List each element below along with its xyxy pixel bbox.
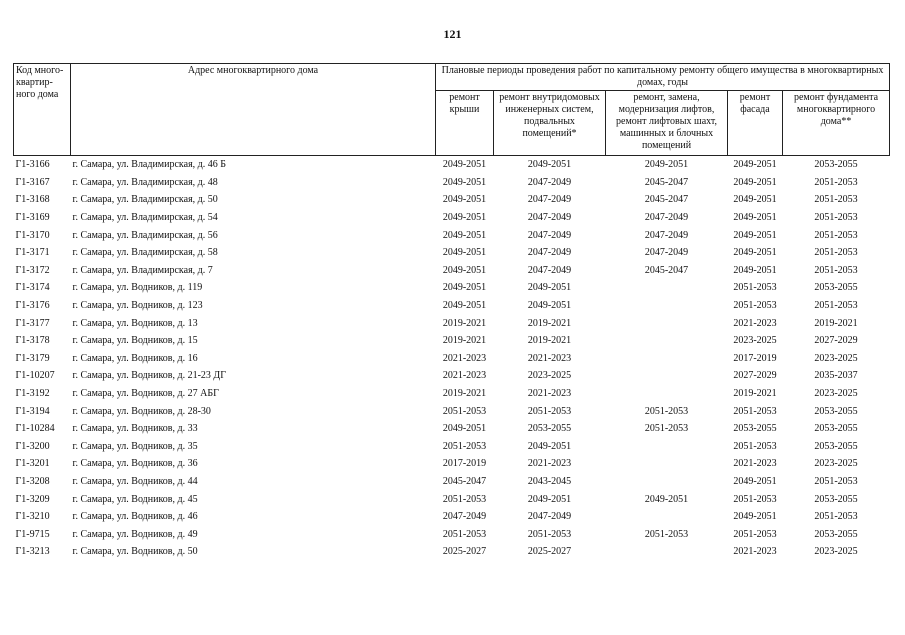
cell-address: г. Самара, ул. Водников, д. 46 bbox=[72, 511, 198, 523]
page-number: 121 bbox=[443, 27, 462, 41]
cell-code: Г1-3194 bbox=[15, 405, 50, 417]
cell-facade: 2049-2051 bbox=[733, 475, 777, 487]
cell-facade: 2017-2019 bbox=[733, 352, 777, 364]
cell-lifts bbox=[606, 438, 728, 456]
cell-address: г. Самара, ул. Водников, д. 33 bbox=[72, 423, 198, 435]
cell-code: Г1-3169 bbox=[15, 212, 50, 224]
cell-foundation: 2051-2053 bbox=[814, 511, 858, 523]
cell-code: Г1-3176 bbox=[15, 300, 50, 312]
cell-code: Г1-3177 bbox=[15, 317, 50, 329]
cell-address: г. Самара, ул. Водников, д. 123 bbox=[72, 300, 203, 312]
cell-code: Г1-3201 bbox=[15, 458, 50, 470]
cell-facade: 2049-2051 bbox=[733, 212, 777, 224]
cell-roof: 2045-2047 bbox=[442, 475, 487, 487]
table-row bbox=[14, 438, 890, 456]
cell-lifts: 2045-2047 bbox=[644, 176, 689, 188]
cell-facade: 2023-2025 bbox=[733, 335, 777, 347]
table-row bbox=[14, 350, 890, 368]
cell-facade: 2051-2053 bbox=[733, 300, 777, 312]
cell-facade: 2021-2023 bbox=[733, 546, 777, 558]
cell-code: Г1-3192 bbox=[15, 388, 50, 400]
cell-code: Г1-3209 bbox=[15, 493, 50, 505]
cell-address: г. Самара, ул. Владимирская, д. 7 bbox=[72, 264, 213, 276]
cell-roof: 2047-2049 bbox=[442, 511, 487, 523]
cell-foundation: 2051-2053 bbox=[814, 176, 858, 188]
cell-address: г. Самара, ул. Водников, д. 27 АБГ bbox=[72, 388, 219, 400]
header-periods: Плановые периоды проведения работ по капитальному ремонту общего имущества в многоквартирных домах, годы bbox=[436, 64, 890, 91]
cell-address: г. Самара, ул. Водников, д. 16 bbox=[72, 352, 198, 364]
cell-code: Г1-3208 bbox=[15, 475, 50, 487]
cell-systems: 2051-2053 bbox=[527, 405, 572, 417]
table-row bbox=[14, 420, 890, 438]
cell-lifts: 2051-2053 bbox=[644, 405, 689, 417]
cell-systems: 2019-2021 bbox=[527, 335, 572, 347]
cell-code: Г1-3168 bbox=[15, 194, 50, 206]
cell-systems: 2049-2051 bbox=[527, 440, 572, 452]
cell-foundation: 2051-2053 bbox=[814, 264, 858, 276]
header-systems: ремонт внутридомовых инженерных систем, подвальных помещений* bbox=[494, 91, 606, 156]
cell-code: Г1-3200 bbox=[15, 440, 50, 452]
table-row bbox=[14, 543, 890, 561]
cell-address: г. Самара, ул. Водников, д. 119 bbox=[72, 282, 203, 294]
cell-lifts: 2047-2049 bbox=[644, 229, 689, 241]
cell-address: г. Самара, ул. Владимирская, д. 50 bbox=[72, 194, 218, 206]
cell-systems: 2049-2051 bbox=[527, 159, 572, 171]
cell-code: Г1-10207 bbox=[15, 370, 55, 382]
cell-foundation: 2053-2055 bbox=[814, 159, 858, 171]
cell-facade: 2019-2021 bbox=[733, 388, 777, 400]
table-row bbox=[14, 156, 890, 174]
cell-address: г. Самара, ул. Водников, д. 36 bbox=[72, 458, 198, 470]
table-row bbox=[14, 209, 890, 227]
cell-lifts bbox=[606, 332, 728, 350]
cell-systems: 2047-2049 bbox=[527, 229, 572, 241]
cell-facade: 2027-2029 bbox=[733, 370, 777, 382]
table-row bbox=[14, 174, 890, 192]
cell-foundation: 2053-2055 bbox=[814, 493, 858, 505]
table-row bbox=[14, 385, 890, 403]
cell-address: г. Самара, ул. Водников, д. 15 bbox=[72, 335, 198, 347]
cell-address: г. Самара, ул. Водников, д. 35 bbox=[72, 440, 198, 452]
cell-lifts: 2045-2047 bbox=[644, 194, 689, 206]
cell-lifts bbox=[606, 367, 728, 385]
cell-roof: 2051-2053 bbox=[442, 493, 487, 505]
cell-lifts bbox=[606, 508, 728, 526]
cell-address: г. Самара, ул. Владимирская, д. 56 bbox=[72, 229, 218, 241]
cell-address: г. Самара, ул. Водников, д. 49 bbox=[72, 528, 198, 540]
cell-foundation: 2053-2055 bbox=[814, 528, 858, 540]
cell-lifts bbox=[606, 297, 728, 315]
cell-lifts: 2051-2053 bbox=[644, 423, 689, 435]
cell-foundation: 2053-2055 bbox=[814, 282, 858, 294]
table-row bbox=[14, 297, 890, 315]
cell-systems: 2021-2023 bbox=[527, 388, 572, 400]
cell-lifts bbox=[606, 279, 728, 297]
cell-code: Г1-3174 bbox=[15, 282, 50, 294]
table-row bbox=[14, 226, 890, 244]
cell-systems: 2047-2049 bbox=[527, 212, 572, 224]
cell-roof: 2049-2051 bbox=[442, 423, 487, 435]
cell-foundation: 2053-2055 bbox=[814, 440, 858, 452]
cell-systems: 2053-2055 bbox=[527, 423, 572, 435]
cell-foundation: 2023-2025 bbox=[814, 388, 858, 400]
cell-foundation: 2023-2025 bbox=[814, 352, 858, 364]
cell-address: г. Самара, ул. Водников, д. 28-30 bbox=[72, 405, 211, 417]
cell-roof: 2021-2023 bbox=[442, 370, 487, 382]
cell-roof: 2051-2053 bbox=[442, 528, 487, 540]
table-row bbox=[14, 244, 890, 262]
cell-lifts bbox=[606, 543, 728, 561]
cell-roof: 2019-2021 bbox=[442, 335, 487, 347]
cell-systems: 2023-2025 bbox=[527, 370, 572, 382]
table-row bbox=[14, 262, 890, 280]
cell-address: г. Самара, ул. Владимирская, д. 54 bbox=[72, 212, 218, 224]
table-row bbox=[14, 402, 890, 420]
cell-roof: 2049-2051 bbox=[442, 176, 487, 188]
table-body bbox=[14, 156, 890, 561]
cell-address: г. Самара, ул. Владимирская, д. 58 bbox=[72, 247, 218, 259]
table-row bbox=[14, 508, 890, 526]
cell-foundation: 2023-2025 bbox=[814, 546, 858, 558]
cell-roof: 2049-2051 bbox=[442, 282, 487, 294]
cell-code: Г1-3167 bbox=[15, 176, 50, 188]
cell-lifts bbox=[606, 473, 728, 491]
cell-lifts: 2051-2053 bbox=[644, 528, 689, 540]
cell-foundation: 2019-2021 bbox=[814, 317, 858, 329]
cell-foundation: 2051-2053 bbox=[814, 300, 858, 312]
cell-code: Г1-9715 bbox=[15, 528, 50, 540]
cell-systems: 2021-2023 bbox=[527, 352, 572, 364]
cell-lifts: 2049-2051 bbox=[644, 493, 689, 505]
cell-address: г. Самара, ул. Водников, д. 21-23 ДГ bbox=[72, 370, 227, 382]
cell-foundation: 2051-2053 bbox=[814, 247, 858, 259]
repair-schedule-table bbox=[13, 63, 890, 561]
cell-code: Г1-3166 bbox=[15, 159, 50, 171]
cell-facade: 2049-2051 bbox=[733, 159, 777, 171]
cell-roof: 2051-2053 bbox=[442, 440, 487, 452]
cell-roof: 2049-2051 bbox=[442, 194, 487, 206]
cell-facade: 2021-2023 bbox=[733, 317, 777, 329]
cell-roof: 2051-2053 bbox=[442, 405, 487, 417]
cell-systems: 2047-2049 bbox=[527, 511, 572, 523]
cell-code: Г1-3172 bbox=[15, 264, 50, 276]
header-lifts: ремонт, замена, модернизация лифтов, ремонт лифтовых шахт, машинных и блочных помещений bbox=[606, 91, 728, 156]
cell-facade: 2049-2051 bbox=[733, 194, 777, 206]
cell-code: Г1-3210 bbox=[15, 511, 50, 523]
cell-systems: 2025-2027 bbox=[527, 546, 572, 558]
cell-code: Г1-3170 bbox=[15, 229, 50, 241]
cell-address: г. Самара, ул. Водников, д. 50 bbox=[72, 546, 198, 558]
cell-foundation: 2053-2055 bbox=[814, 405, 858, 417]
cell-systems: 2049-2051 bbox=[527, 493, 572, 505]
cell-lifts: 2049-2051 bbox=[644, 159, 689, 171]
cell-lifts bbox=[606, 455, 728, 473]
cell-facade: 2049-2051 bbox=[733, 247, 777, 259]
cell-systems: 2051-2053 bbox=[527, 528, 572, 540]
table-row bbox=[14, 473, 890, 491]
cell-lifts: 2047-2049 bbox=[644, 212, 689, 224]
cell-address: г. Самара, ул. Водников, д. 45 bbox=[72, 493, 198, 505]
cell-address: г. Самара, ул. Владимирская, д. 48 bbox=[72, 176, 218, 188]
cell-roof: 2049-2051 bbox=[442, 159, 487, 171]
cell-code: Г1-3178 bbox=[15, 335, 50, 347]
cell-roof: 2019-2021 bbox=[442, 388, 487, 400]
cell-foundation: 2051-2053 bbox=[814, 194, 858, 206]
header-roof: ремонт крыши bbox=[436, 91, 494, 156]
header-foundation: ремонт фундамента многоквартирного дома** bbox=[783, 91, 890, 156]
cell-address: г. Самара, ул. Водников, д. 13 bbox=[72, 317, 198, 329]
cell-systems: 2043-2045 bbox=[527, 475, 572, 487]
cell-systems: 2049-2051 bbox=[527, 300, 572, 312]
cell-code: Г1-3213 bbox=[15, 546, 50, 558]
cell-code: Г1-10284 bbox=[15, 423, 55, 435]
cell-systems: 2049-2051 bbox=[527, 282, 572, 294]
cell-lifts bbox=[606, 385, 728, 403]
cell-systems: 2047-2049 bbox=[527, 176, 572, 188]
cell-roof: 2049-2051 bbox=[442, 229, 487, 241]
table-row bbox=[14, 525, 890, 543]
cell-foundation: 2053-2055 bbox=[814, 423, 858, 435]
table-row bbox=[14, 279, 890, 297]
cell-foundation: 2051-2053 bbox=[814, 475, 858, 487]
cell-systems: 2047-2049 bbox=[527, 194, 572, 206]
cell-lifts: 2047-2049 bbox=[644, 247, 689, 259]
cell-roof: 2021-2023 bbox=[442, 352, 487, 364]
cell-facade: 2049-2051 bbox=[733, 264, 777, 276]
cell-facade: 2053-2055 bbox=[733, 423, 777, 435]
header-facade: ремонт фасада bbox=[728, 91, 783, 156]
cell-facade: 2051-2053 bbox=[733, 493, 777, 505]
header-address: Адрес многоквартирного дома bbox=[71, 64, 436, 156]
table-row bbox=[14, 314, 890, 332]
cell-code: Г1-3171 bbox=[15, 247, 50, 259]
cell-systems: 2047-2049 bbox=[527, 247, 572, 259]
table-row bbox=[14, 367, 890, 385]
cell-systems: 2019-2021 bbox=[527, 317, 572, 329]
cell-facade: 2021-2023 bbox=[733, 458, 777, 470]
header-code: Код много-квартир-ного дома bbox=[14, 64, 71, 156]
cell-facade: 2051-2053 bbox=[733, 440, 777, 452]
cell-systems: 2047-2049 bbox=[527, 264, 572, 276]
cell-address: г. Самара, ул. Владимирская, д. 46 Б bbox=[72, 159, 227, 171]
cell-facade: 2051-2053 bbox=[733, 405, 777, 417]
cell-facade: 2049-2051 bbox=[733, 511, 777, 523]
table-row bbox=[14, 191, 890, 209]
cell-roof: 2049-2051 bbox=[442, 247, 487, 259]
cell-foundation: 2027-2029 bbox=[814, 335, 858, 347]
cell-systems: 2021-2023 bbox=[527, 458, 572, 470]
cell-code: Г1-3179 bbox=[15, 352, 50, 364]
table-row bbox=[14, 490, 890, 508]
cell-foundation: 2051-2053 bbox=[814, 212, 858, 224]
cell-roof: 2017-2019 bbox=[442, 458, 487, 470]
cell-roof: 2019-2021 bbox=[442, 317, 487, 329]
cell-address: г. Самара, ул. Водников, д. 44 bbox=[72, 475, 198, 487]
cell-roof: 2049-2051 bbox=[442, 264, 487, 276]
table-row bbox=[14, 455, 890, 473]
table-row bbox=[14, 332, 890, 350]
cell-foundation: 2051-2053 bbox=[814, 229, 858, 241]
cell-lifts bbox=[606, 314, 728, 332]
cell-facade: 2049-2051 bbox=[733, 229, 777, 241]
cell-foundation: 2023-2025 bbox=[814, 458, 858, 470]
cell-facade: 2051-2053 bbox=[733, 528, 777, 540]
cell-foundation: 2035-2037 bbox=[814, 370, 858, 382]
cell-roof: 2049-2051 bbox=[442, 212, 487, 224]
cell-lifts: 2045-2047 bbox=[644, 264, 689, 276]
cell-lifts bbox=[606, 350, 728, 368]
cell-facade: 2049-2051 bbox=[733, 176, 777, 188]
cell-facade: 2051-2053 bbox=[733, 282, 777, 294]
cell-roof: 2049-2051 bbox=[442, 300, 487, 312]
cell-roof: 2025-2027 bbox=[442, 546, 487, 558]
